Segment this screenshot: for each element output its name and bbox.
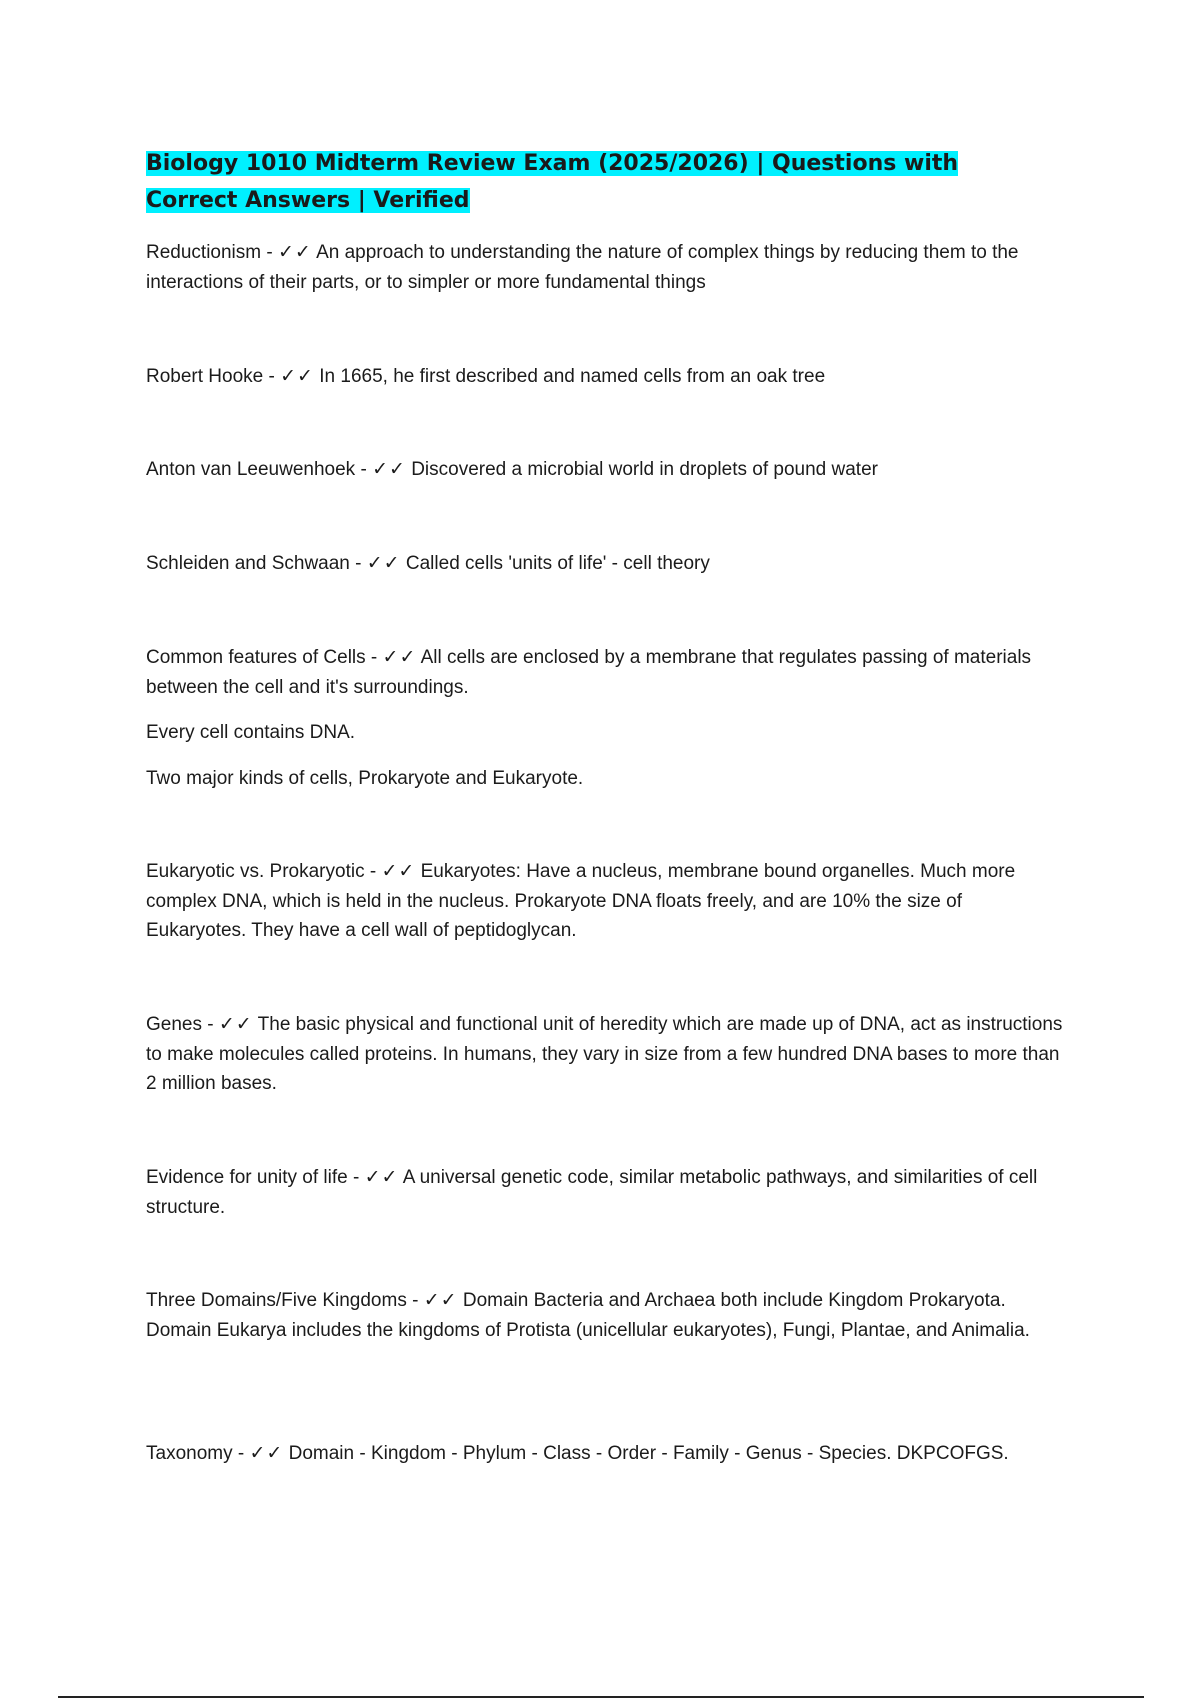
double-check-icon: ✓✓ [423,1290,458,1311]
entry-definition: Eukaryotes: Have a nucleus, membrane bound organelles. Much more complex DNA, which is held in the nucleus. Prokaryote DNA floats freely, and are 10% the size of Eukaryotes. They have a cell wall of peptidoglycan. [146,861,1016,941]
entry-separator: - [406,1290,424,1311]
entry-definition: In 1665, he first described and named cells from an oak tree [319,366,826,387]
entry-term: Eukaryotic vs. Prokaryotic [146,861,365,882]
entry-definition: Discovered a microbial world in droplets of pound water [411,459,878,480]
entry-separator: - [355,459,373,480]
entry-definition: The basic physical and functional unit of heredity which are made up of DNA, act as instructions to make molecules called proteins. In humans, they vary in size from a few hundred DNA bases to more than 2 million bases. [146,1014,1063,1094]
entry-definition: Called cells 'units of life' - cell theory [405,553,710,574]
entry-term: Robert Hooke [146,366,264,387]
entry-separator: - [365,647,383,668]
entry-term: Anton van Leeuwenhoek [146,459,356,480]
entry-eukaryotic-prokaryotic [146,857,1066,946]
entry-definition: Domain Bacteria and Archaea both include Kingdom Prokaryota. Domain Eukarya includes the kingdoms of Protista (unicellular eukaryotes), Fungi, Plantae, and Animalia. [146,1290,1030,1341]
double-check-icon: ✓✓ [372,459,406,480]
entry-term: Taxonomy [146,1443,233,1464]
double-check-icon: ✓✓ [249,1443,284,1464]
entry-separator: - [349,553,367,574]
entry-definition: All cells are enclosed by a membrane that regulates passing of materials between the cell and it's surroundings. [146,647,1032,698]
entry-separator: - [364,861,382,882]
double-check-icon: ✓✓ [364,1167,399,1188]
double-check-icon: ✓✓ [280,366,314,387]
entry-separator: - [347,1167,365,1188]
entry-term: Three Domains/Five Kingdoms [146,1290,407,1311]
entry-term: Reductionism [146,242,262,263]
double-check-icon: ✓✓ [381,861,416,882]
entry-common-features [146,643,1066,702]
extra-line-dna: Every cell contains DNA. [146,722,356,743]
entry-separator: - [232,1443,250,1464]
entry-term: Evidence for unity of life [146,1167,348,1188]
entry-separator: - [201,1014,219,1035]
entry-robert-hooke [146,362,1066,392]
double-check-icon: ✓✓ [218,1014,253,1035]
document-title [146,145,1046,219]
entry-separator: - [261,242,278,263]
entry-term: Common features of Cells [146,647,366,668]
entry-reductionism [146,238,1066,297]
double-check-icon: ✓✓ [278,242,312,263]
entry-unity-of-life [146,1163,1066,1222]
entry-definition: Domain - Kingdom - Phylum - Class - Order - Family - Genus - Species. DKPCOFGS. [288,1443,1009,1464]
entry-genes [146,1010,1066,1099]
entry-taxonomy [146,1439,1066,1469]
title-highlight: Biology 1010 Midterm Review Exam (2025/2026) | Questions with Correct Answers | Verified [146,151,959,213]
entry-term: Schleiden and Schwaan [146,553,350,574]
entry-schleiden-schwaan [146,549,1066,579]
entry-domains-kingdoms [146,1286,1066,1345]
footer-divider [58,1696,1144,1698]
entry-leeuwenhoek [146,455,1066,485]
entry-separator: - [263,366,281,387]
entry-definition: A universal genetic code, similar metabolic pathways, and similarities of cell structure. [146,1167,1038,1218]
double-check-icon: ✓✓ [366,553,401,574]
entry-term: Genes [146,1014,202,1035]
double-check-icon: ✓✓ [382,647,417,668]
entry-definition: An approach to understanding the nature of complex things by reducing them to the interactions of their parts, or to simpler or more fundamental things [146,242,1019,293]
extra-line-cell-kinds: Two major kinds of cells, Prokaryote and Eukaryote. [146,768,584,789]
